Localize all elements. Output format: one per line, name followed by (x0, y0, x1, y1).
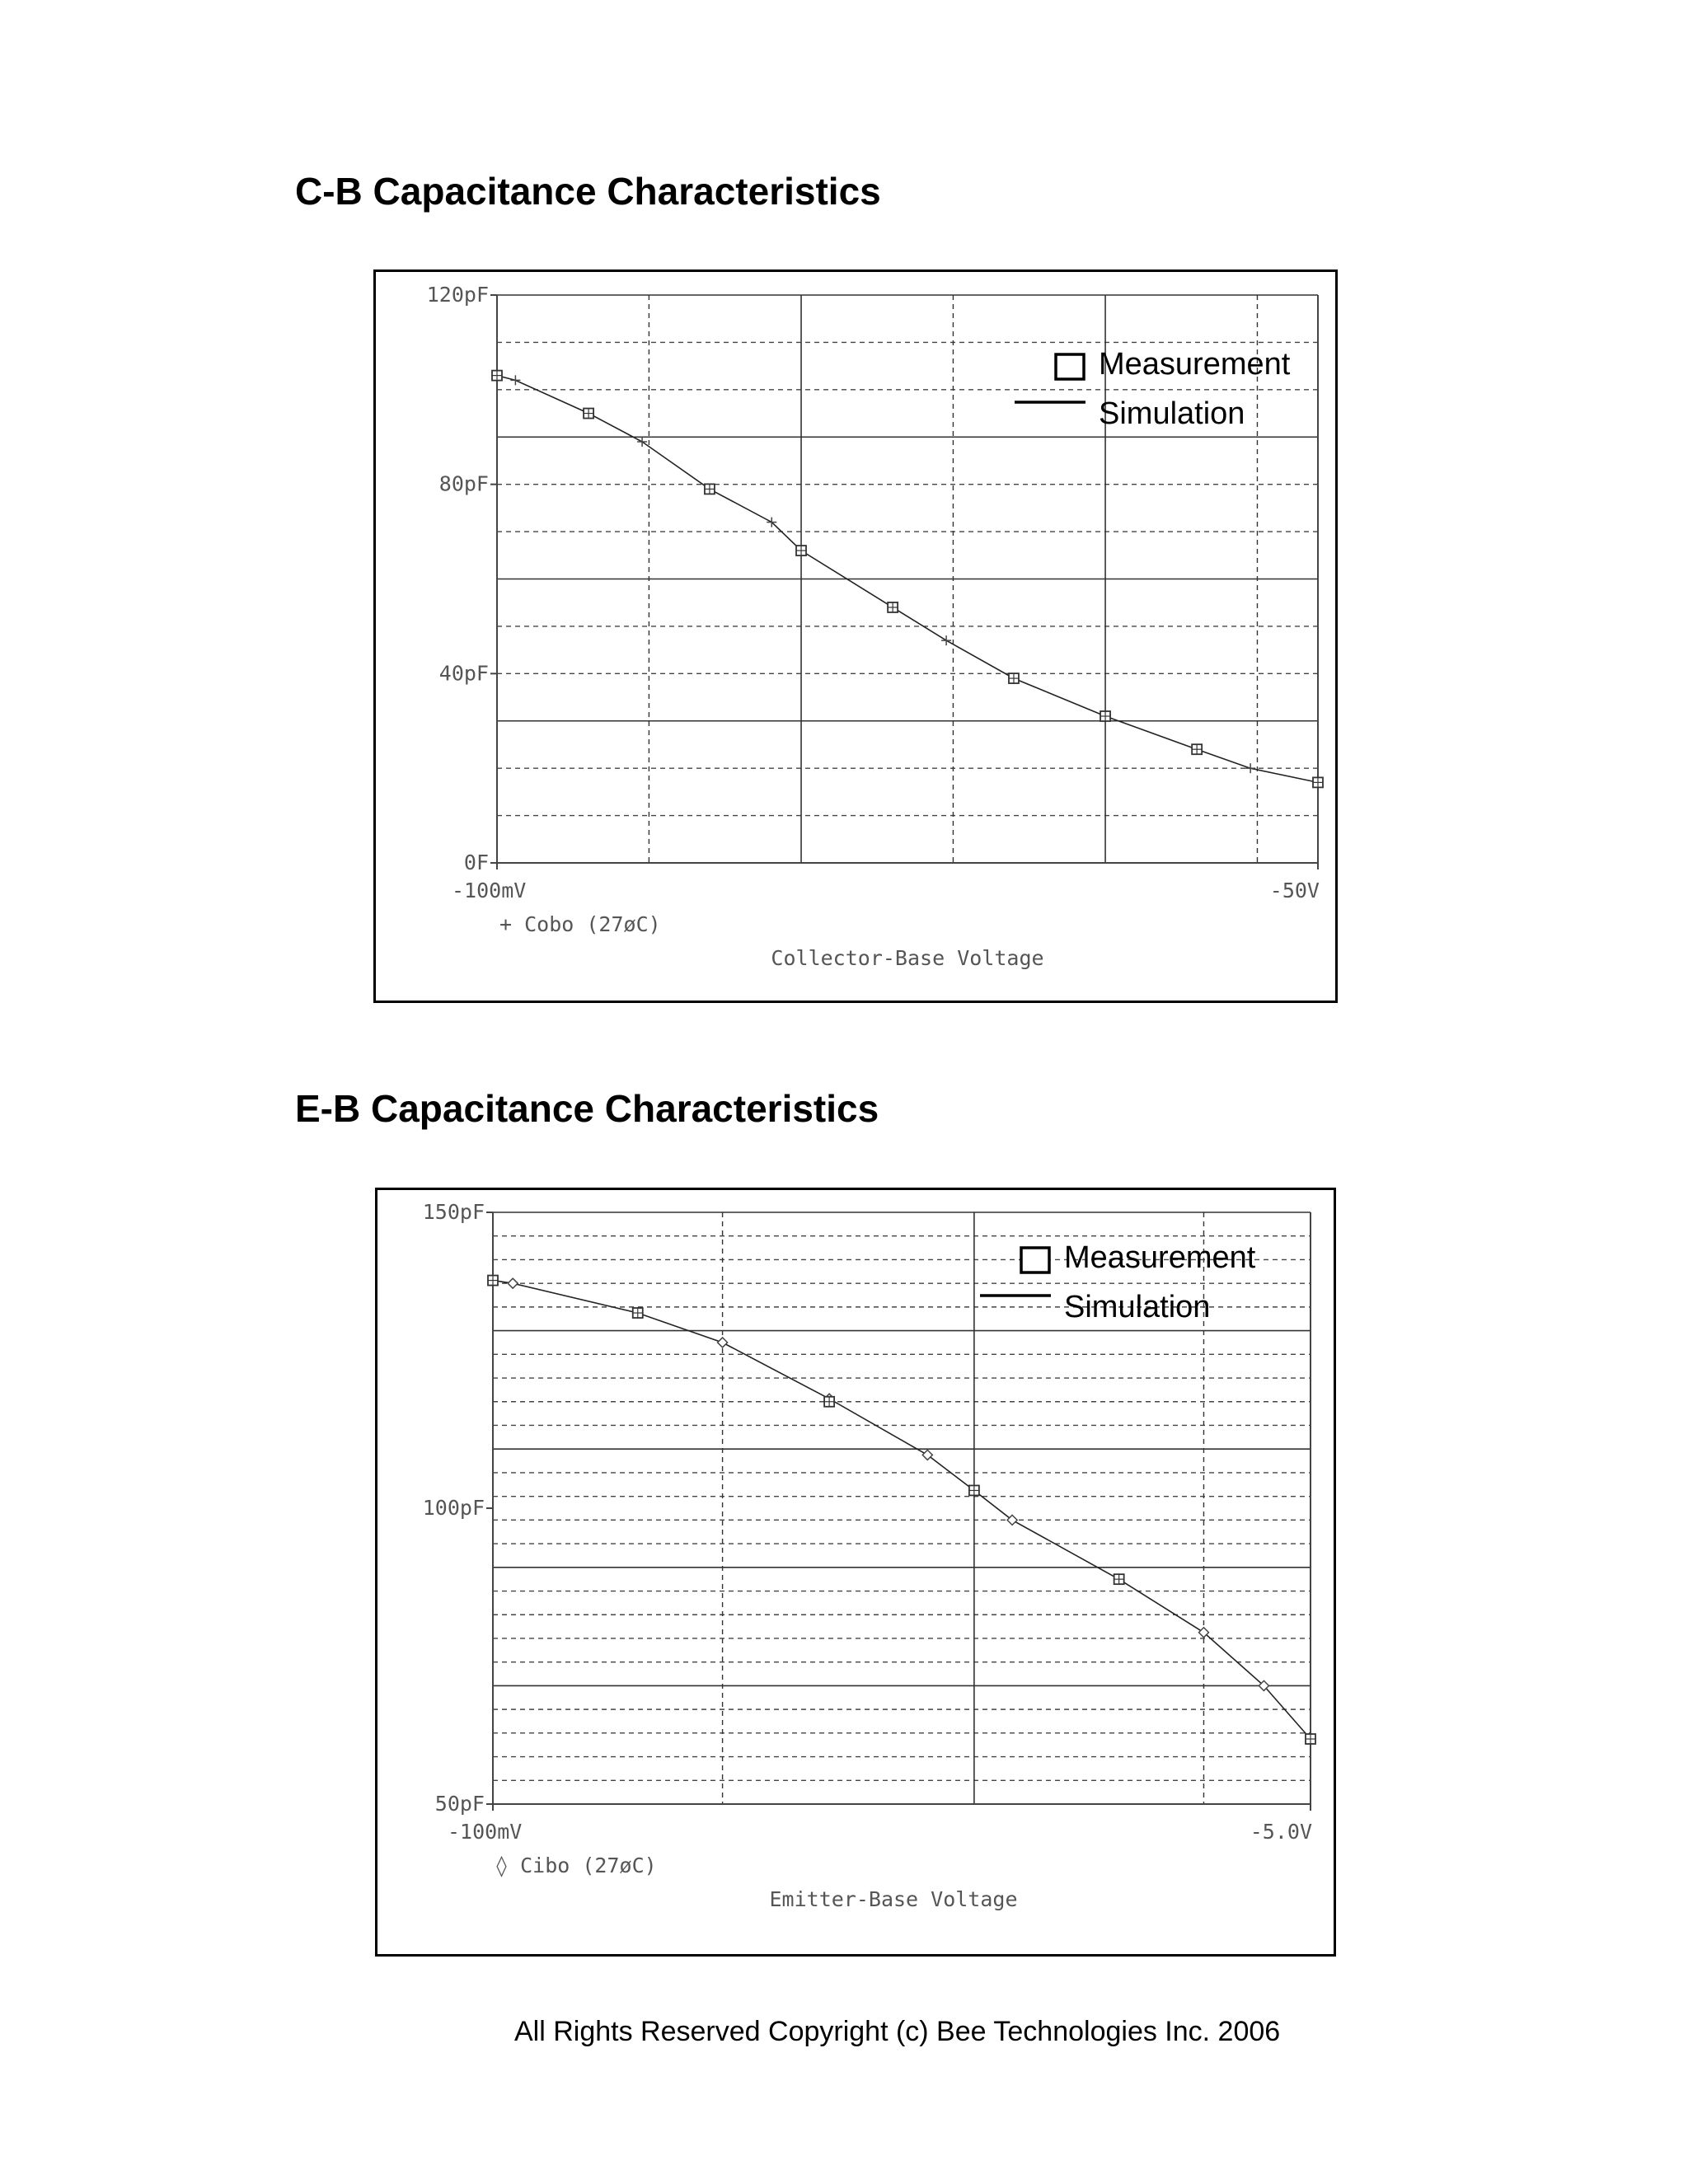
chart1-legend-measurement-label: Measurement (1099, 347, 1291, 382)
chart1-trace-label: + Cobo (27øC) (499, 912, 661, 936)
chart2-legend-measurement-swatch (1021, 1248, 1049, 1272)
chart2-x-tick-label-right: -5.0V (1250, 1820, 1312, 1844)
chart1-y-tick-label: 80pF (438, 471, 489, 496)
chart2-measurement-marker (824, 1397, 834, 1407)
chart2-simulation-marker (508, 1278, 518, 1288)
cb-chart-svg (376, 272, 1335, 1001)
chart1-x-tick-label-right: -50V (1269, 879, 1320, 902)
chart1-measurement-marker (1009, 673, 1019, 683)
chart1-legend-simulation-label: Simulation (1099, 396, 1245, 431)
chart1-measurement-marker (1313, 777, 1323, 787)
eb-chart-svg (377, 1190, 1334, 1954)
chart1-measurement-marker (796, 546, 806, 555)
chart2-y-tick-label: 50pF (434, 1792, 485, 1816)
eb-capacitance-chart (375, 1188, 1336, 1957)
chart1-measurement-marker (705, 484, 715, 494)
chart1-y-tick-label: 120pF (426, 283, 489, 307)
chart1-x-axis-label: Collector-Base Voltage (771, 946, 1044, 970)
cb-chart-heading: C-B Capacitance Characteristics (295, 170, 881, 213)
chart2-trace-label: ◊ Cibo (27øC) (495, 1854, 657, 1877)
copyright-notice: All Rights Reserved Copyright (c) Bee Technologies Inc. 2006 (514, 2016, 1281, 2047)
chart1-measurement-marker (888, 602, 898, 612)
chart1-simulation-marker (1245, 763, 1255, 773)
chart1-simulation-marker (637, 437, 647, 447)
chart2-measurement-marker (1114, 1574, 1124, 1584)
chart2-x-axis-label: Emitter-Base Voltage (769, 1887, 1018, 1911)
chart1-y-tick-label: 0F (463, 851, 489, 874)
chart1-measurement-marker (1192, 744, 1202, 754)
chart1-legend-measurement-swatch (1056, 354, 1084, 379)
chart1-simulation-marker (510, 375, 520, 385)
chart1-x-tick-label-left: -100mV (452, 879, 527, 902)
chart1-measurement-marker (1100, 711, 1110, 721)
eb-chart-heading: E-B Capacitance Characteristics (295, 1087, 879, 1130)
chart2-measurement-marker (488, 1276, 498, 1286)
chart2-legend-measurement-label: Measurement (1064, 1240, 1256, 1275)
chart2-legend-simulation-label: Simulation (1064, 1290, 1211, 1324)
chart2-x-tick-label-left: -100mV (448, 1820, 523, 1844)
chart1-measurement-marker (584, 409, 593, 419)
chart2-simulation-marker (718, 1338, 728, 1347)
chart1-measurement-marker (492, 371, 502, 381)
chart1-y-tick-label: 40pF (438, 661, 489, 686)
chart2-simulation-line (493, 1281, 1311, 1739)
chart2-y-tick-label: 100pF (422, 1496, 485, 1520)
chart1-simulation-marker (941, 635, 951, 645)
chart2-y-tick-label: 150pF (422, 1200, 485, 1224)
chart2-measurement-marker (1306, 1734, 1315, 1744)
chart2-measurement-marker (633, 1308, 643, 1318)
chart2-measurement-marker (969, 1485, 979, 1495)
cb-capacitance-chart (373, 269, 1338, 1003)
